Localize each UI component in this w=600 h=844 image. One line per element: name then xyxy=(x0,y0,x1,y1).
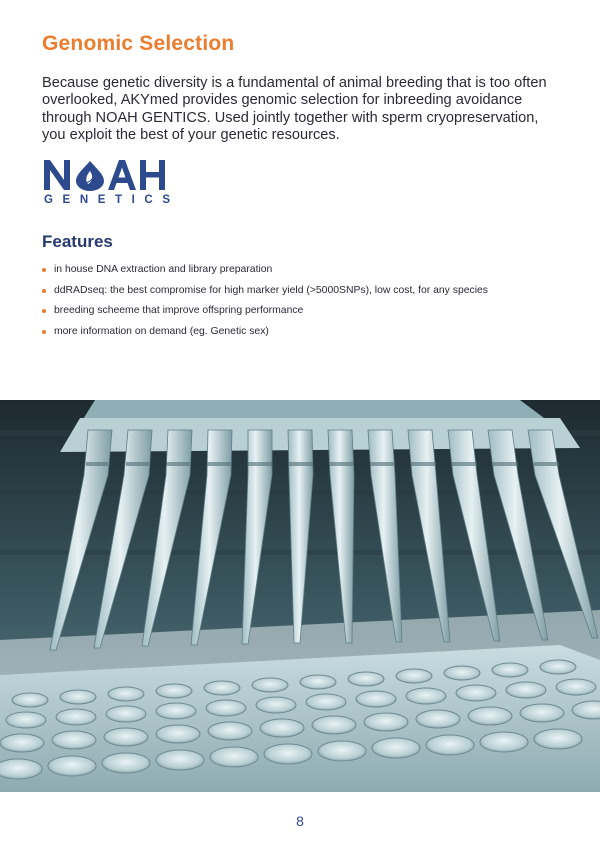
logo-subtitle: GENETICS xyxy=(44,194,180,206)
page-number: 8 xyxy=(296,813,304,829)
list-item: in house DNA extraction and library preparation xyxy=(42,262,488,283)
list-item: breeding scheeme that improve offspring performance xyxy=(42,303,488,324)
bullet-icon xyxy=(42,268,46,272)
list-item: more information on demand (eg. Genetic sex) xyxy=(42,324,488,345)
noah-genetics-logo xyxy=(42,158,180,210)
bullet-icon xyxy=(42,289,46,293)
list-item: ddRADseq: the best compromise for high marker yield (>5000SNPs), low cost, for any species xyxy=(42,283,488,304)
pipette-tips-over-well-plate-photo xyxy=(0,400,600,792)
bullet-icon xyxy=(42,309,46,313)
features-list xyxy=(42,262,488,344)
features-heading: Features xyxy=(42,232,113,251)
bullet-icon xyxy=(42,330,46,334)
intro-paragraph: Because genetic diversity is a fundamental of animal breeding that is too often overlooked, AKYmed provides genomic selection for inbreeding avoidance through NOAH GENTICS. Used jointly together with sperm cryopreservation, you exploit the best of your genetic resources. xyxy=(42,75,547,144)
noah-logo-wordmark xyxy=(42,158,168,192)
page-title: Genomic Selection xyxy=(42,32,235,55)
